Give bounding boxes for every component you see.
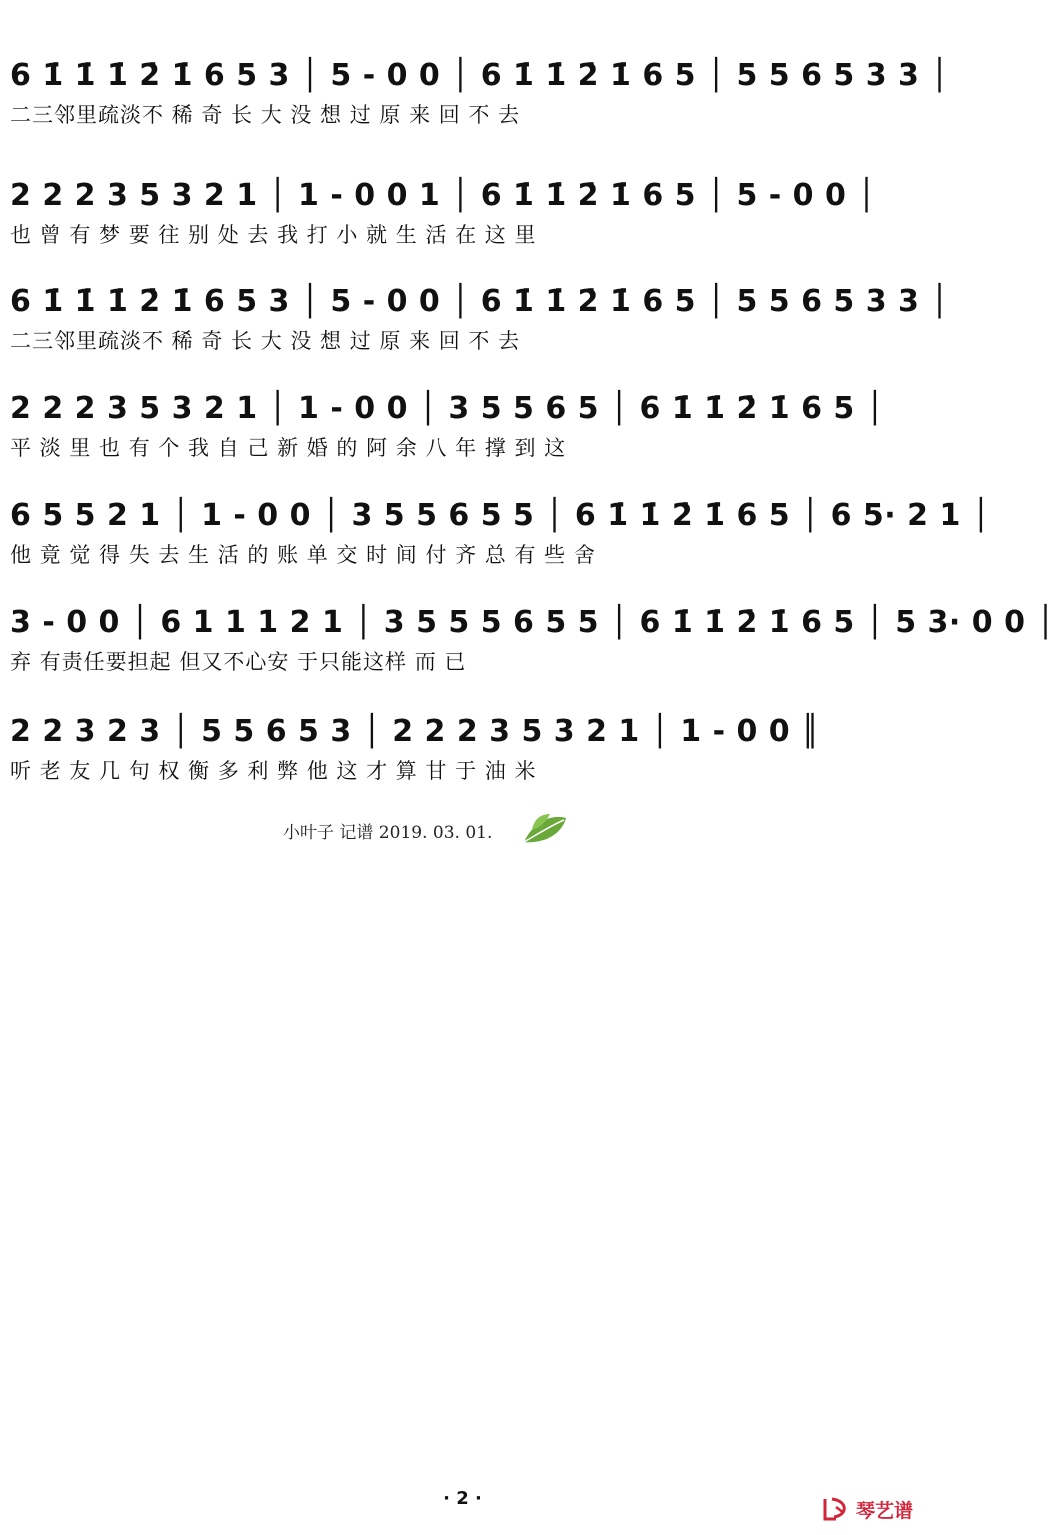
brand-logo: [822, 1494, 913, 1524]
score-line-7: [0, 708, 925, 798]
page-number: · 2 ·: [443, 1488, 482, 1509]
lyrics-line: 平 淡 里 也 有 个 我 自 己 新 婚 的 阿 余 八 年 撑 到 这: [10, 436, 567, 460]
score-line-3: [0, 278, 949, 368]
transcriber-credit: 小叶子 记谱 2019. 03. 01.: [283, 823, 493, 843]
score-line-2: [0, 172, 925, 262]
score-line-4: [0, 385, 925, 475]
leaf-icon: [520, 812, 570, 846]
notation-line: 3 - 0 0 │ 6 1 1 1 2 1 │ 3 5 5 5 6 5 5 │ 6 1̇ 1̇ 2̇ 1̇ 6 5 │ 5 3· 0 0 │: [10, 605, 1055, 640]
notation-line: 6 1̇ 1̇ 1̇ 2̇ 1̇ 6 5 3 │ 5 - 0 0 │ 6 1̇ 1̇ 2̇ 1̇ 6 5 │ 5 5 6 5 3 3 │: [10, 58, 949, 93]
score-line-1: [0, 52, 949, 142]
lyrics-line: 听 老 友 几 句 权 衡 多 利 弊 他 这 才 算 甘 于 油 米: [10, 759, 537, 783]
lyrics-line: 也 曾 有 梦 要 往 别 处 去 我 打 小 就 生 活 在 这 里: [10, 223, 537, 247]
notation-line: 6 5 5 2 1 │ 1 - 0 0 │ 3 5 5 6 5 5 │ 6 1̇ 1̇ 2̇ 1̇ 6 5 │ 6 5· 2 1 │: [10, 498, 991, 533]
score-line-6: [0, 599, 1055, 689]
lyrics-line: 他 竟 觉 得 失 去 生 活 的 账 单 交 时 间 付 齐 总 有 些 舍: [10, 543, 596, 567]
brand-name: 琴艺谱: [855, 1499, 913, 1522]
lyrics-line: 二三邻里疏淡不 稀 奇 长 大 没 想 过 原 来 回 不 去: [10, 103, 521, 127]
brand-logo-icon: [822, 1495, 852, 1523]
lyrics-line: 弃 有责任要担起 但又不心安 于只能这样 而 已: [10, 650, 467, 674]
notation-line: 6 1̇ 1̇ 1̇ 2̇ 1̇ 6 5 3 │ 5 - 0 0 │ 6 1̇ 1̇ 2̇ 1̇ 6 5 │ 5 5 6 5 3 3 │: [10, 284, 949, 319]
notation-line: 2 2 3 2 3 │ 5 5 6 5 3 │ 2 2 2 3 5 3 2 1 │ 1 - 0 0 ║: [10, 714, 820, 749]
notation-line: 2 2 2 3 5 3 2 1 │ 1 - 0 0 │ 3 5 5 6 5 │ 6 1̇ 1̇ 2̇ 1̇ 6 5 │: [10, 391, 885, 426]
score-line-5: [0, 492, 991, 582]
lyrics-line: 二三邻里疏淡不 稀 奇 长 大 没 想 过 原 来 回 不 去: [10, 329, 521, 353]
notation-line: 2 2 2 3 5 3 2 1 │ 1 - 0 0 1 │ 6 1̇ 1̇ 2̇ 1̇ 6 5 │ 5 - 0 0 │: [10, 178, 876, 213]
